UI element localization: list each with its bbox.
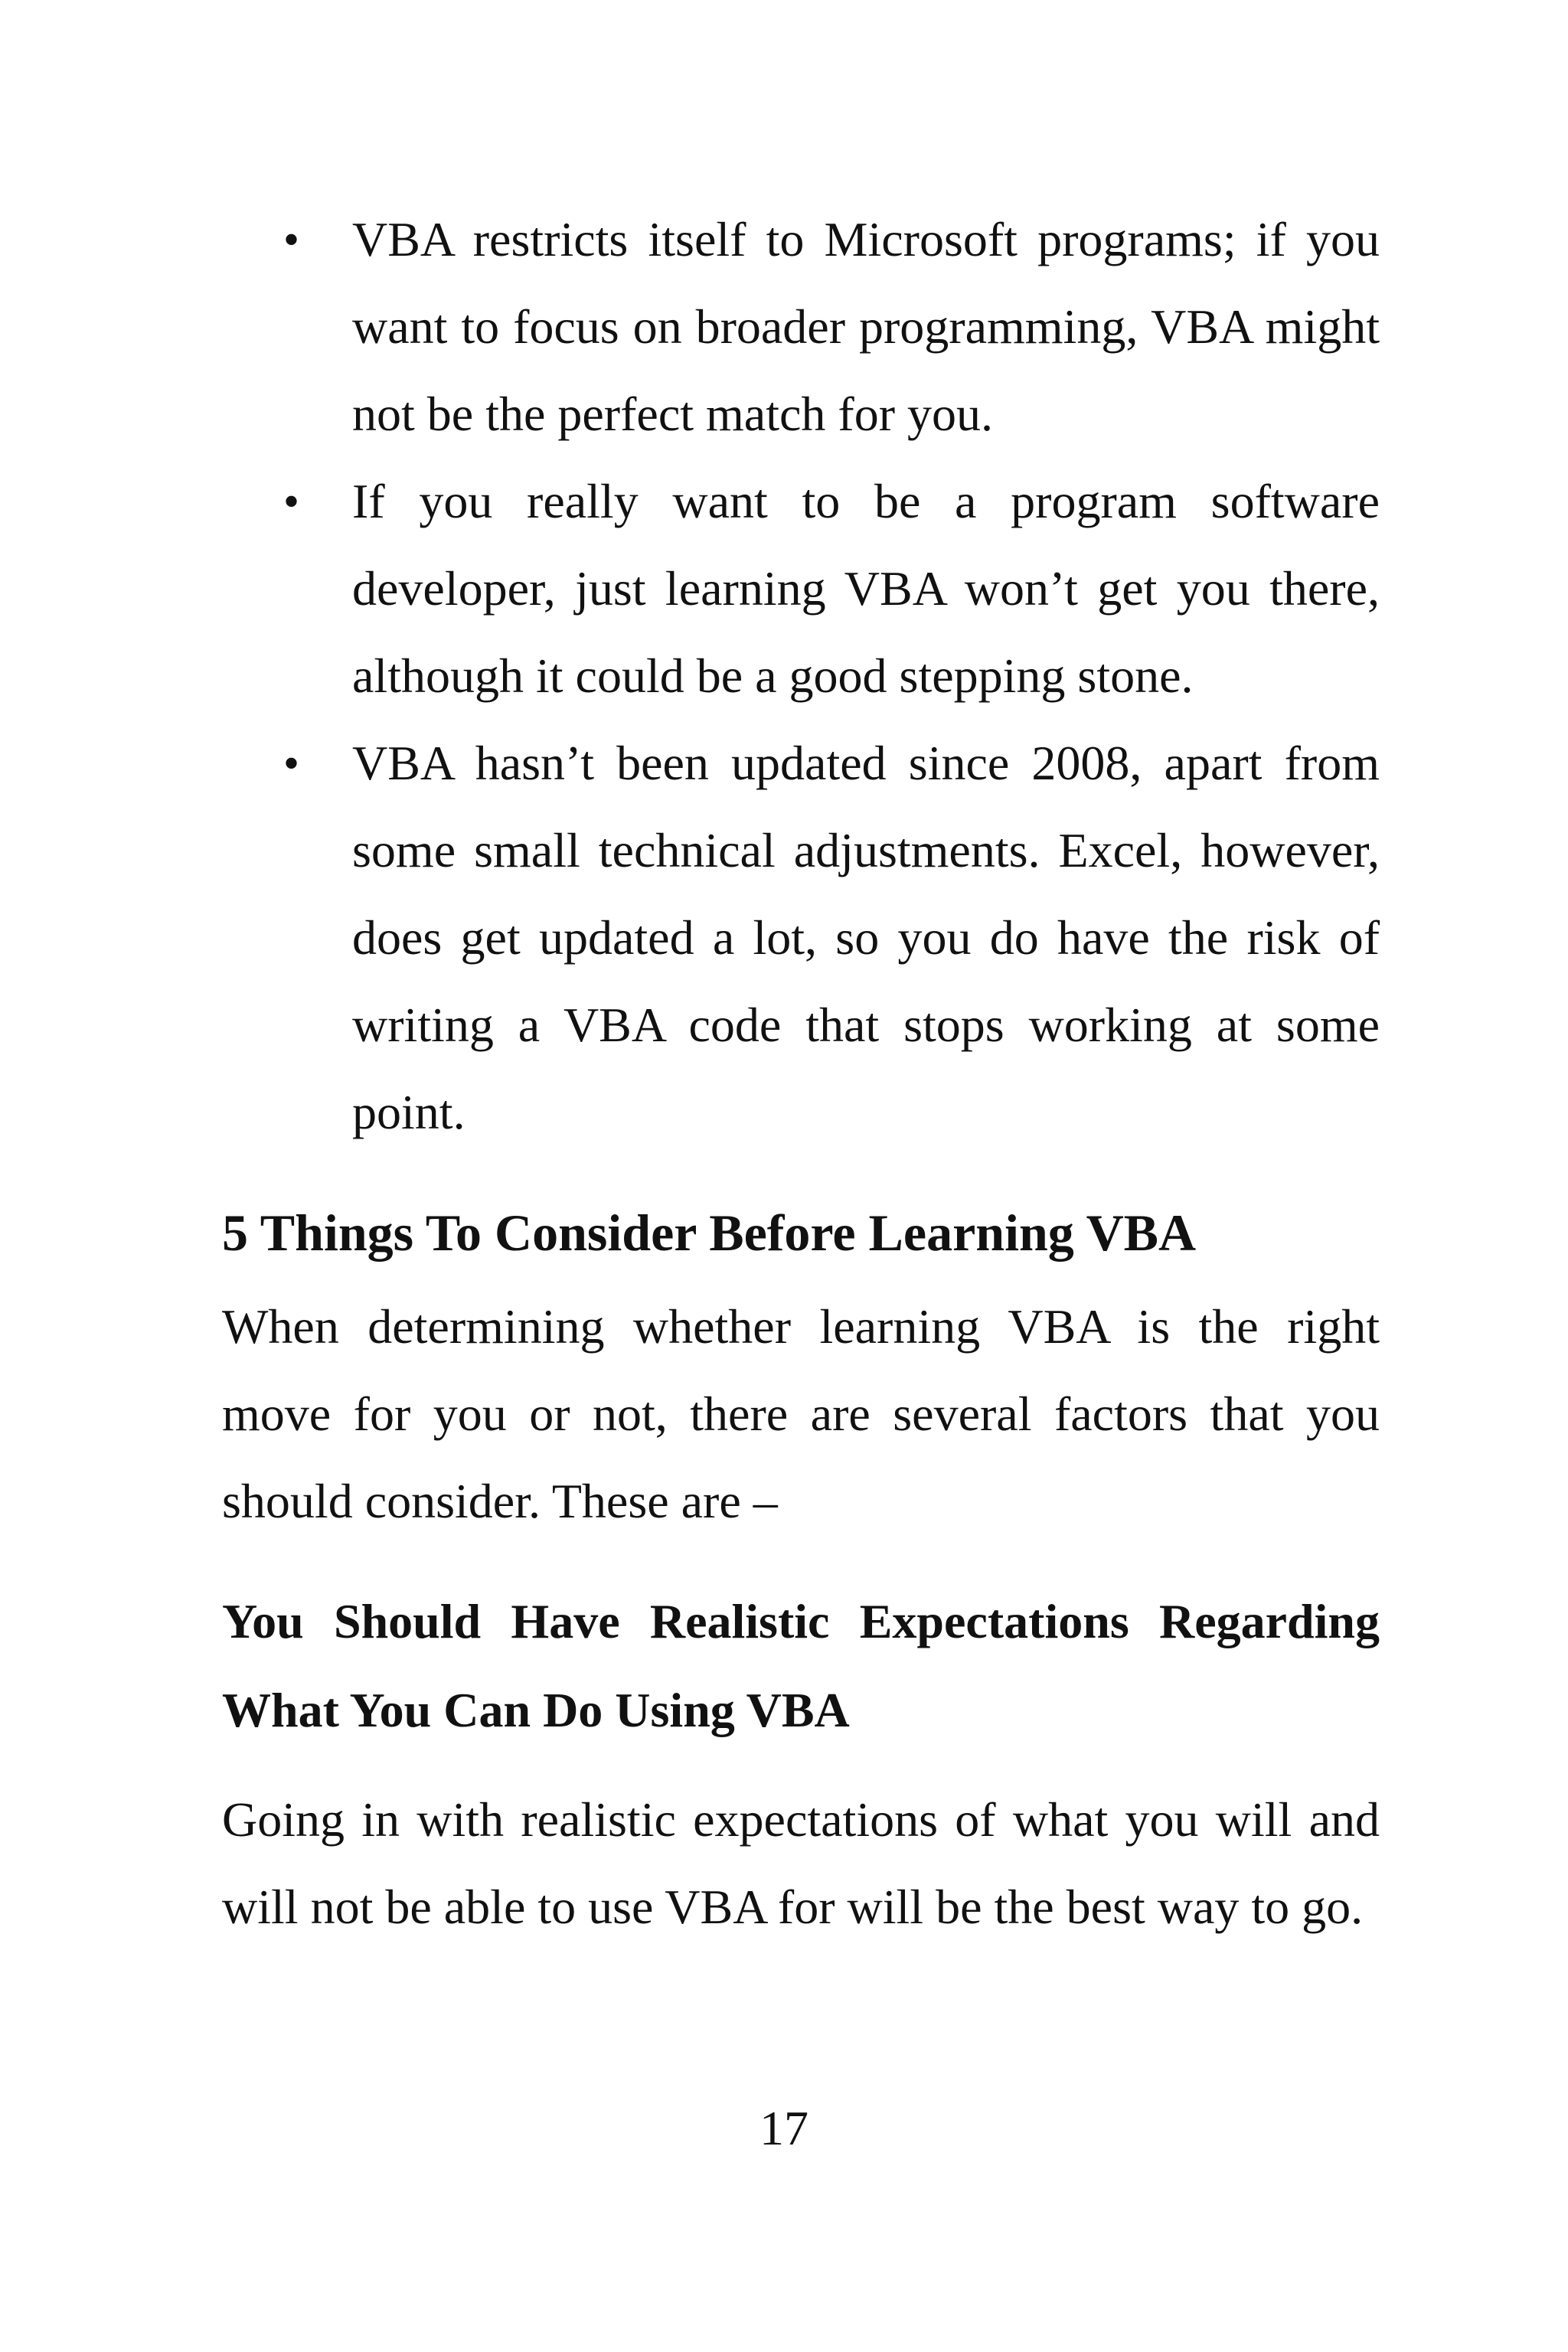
section-heading: 5 Things To Consider Before Learning VBA (222, 1204, 1197, 1262)
page-number: 17 (760, 2101, 808, 2155)
bullet-symbol: • (283, 476, 300, 527)
bullet-list (283, 196, 1380, 1156)
bullet-item (283, 458, 1380, 720)
bullet-symbol: • (283, 738, 300, 789)
body-paragraph: Going in with realistic expectations of what you will and will not be able to use VBA for will be the best way to go. (222, 1792, 1380, 1934)
bullet-item (283, 196, 1380, 458)
bullet-item (283, 720, 1380, 1156)
bullet-symbol: • (283, 214, 300, 265)
bullet-text: If you really want to be a program software developer, just learning VBA won’t get you there, although it could be a good stepping stone. (352, 474, 1380, 703)
bullet-text: VBA restricts itself to Microsoft programs; if you want to focus on broader programming, VBA might not be the perfect match for you. (352, 212, 1380, 441)
bullet-text: VBA hasn’t been updated since 2008, apart from some small technical adjustments. Excel, however, does get updated a lot, so you do have the risk of writing a VBA code that stops working at some point. (352, 736, 1380, 1139)
intro-paragraph: When determining whether learning VBA is the right move for you or not, there are several factors that you should consider. These are – (222, 1299, 1380, 1528)
subheading: You Should Have Realistic Expectations Regarding What You Can Do Using VBA (222, 1594, 1380, 1737)
